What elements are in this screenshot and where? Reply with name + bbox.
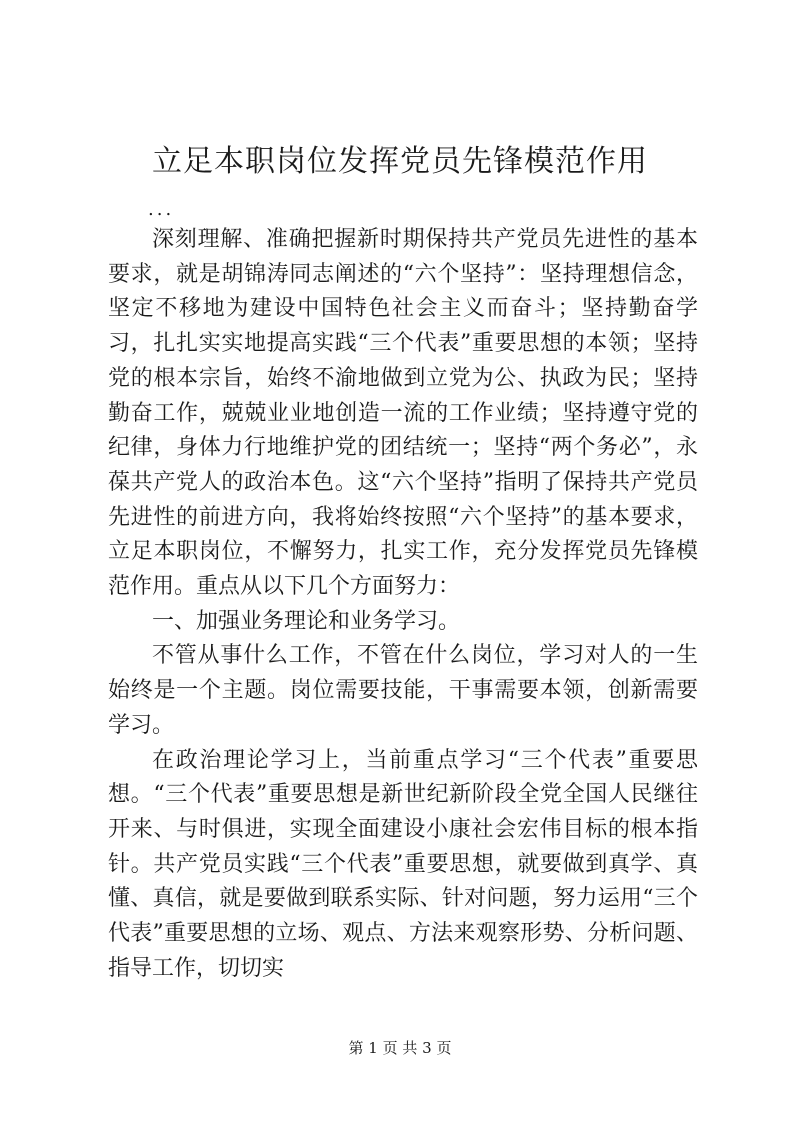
- ellipsis-marker: ...: [148, 199, 175, 220]
- body-paragraph: 深刻理解、准确把握新时期保持共产党员先进性的基本要求，就是胡锦涛同志阐述的“六个坚持”：坚持理想信念，坚定不移地为建设中国特色社会主义而奋斗；坚持勤奋学习，扎扎实实地提高实践“三个代表”重要思想的本领；坚持党的根本宗旨，始终不渝地做到立党为公、执政为民；坚持勤奋工作，兢兢业业地创造一流的工作业绩；坚持遵守党的纪律，身体力行地维护党的团结统一；坚持“两个务必”，永葆共产党人的政治本色。这“六个坚持”指明了保持共产党员先进性的前进方向，我将始终按照“六个坚持”的基本要求，立足本职岗位，不懈努力，扎实工作，充分发挥党员先锋模范作用。重点从以下几个方面努力：: [108, 227, 698, 600]
- document-body: [108, 223, 698, 986]
- page-footer: 第 1 页 共 3 页: [348, 1039, 452, 1057]
- body-paragraph: 在政治理论学习上，当前重点学习“三个代表”重要思想。“三个代表”重要思想是新世纪新阶段全党全国人民继往开来、与时俱进，实现全面建设小康社会宏伟目标的根本指针。共产党员实践“三个代表”重要思想，就要做到真学、真懂、真信，就是要做到联系实际、针对问题，努力运用“三个代表”重要思想的立场、观点、方法来观察形势、分析问题、指导工作，切切实: [108, 747, 698, 981]
- document-title: 立足本职岗位发挥党员先锋模范作用: [152, 144, 648, 179]
- body-paragraph: 不管从事什么工作，不管在什么岗位，学习对人的一生始终是一个主题。岗位需要技能，干事需要本领，创新需要学习。: [108, 643, 698, 738]
- section-heading: 一、加强业务理论和业务学习。: [152, 608, 461, 634]
